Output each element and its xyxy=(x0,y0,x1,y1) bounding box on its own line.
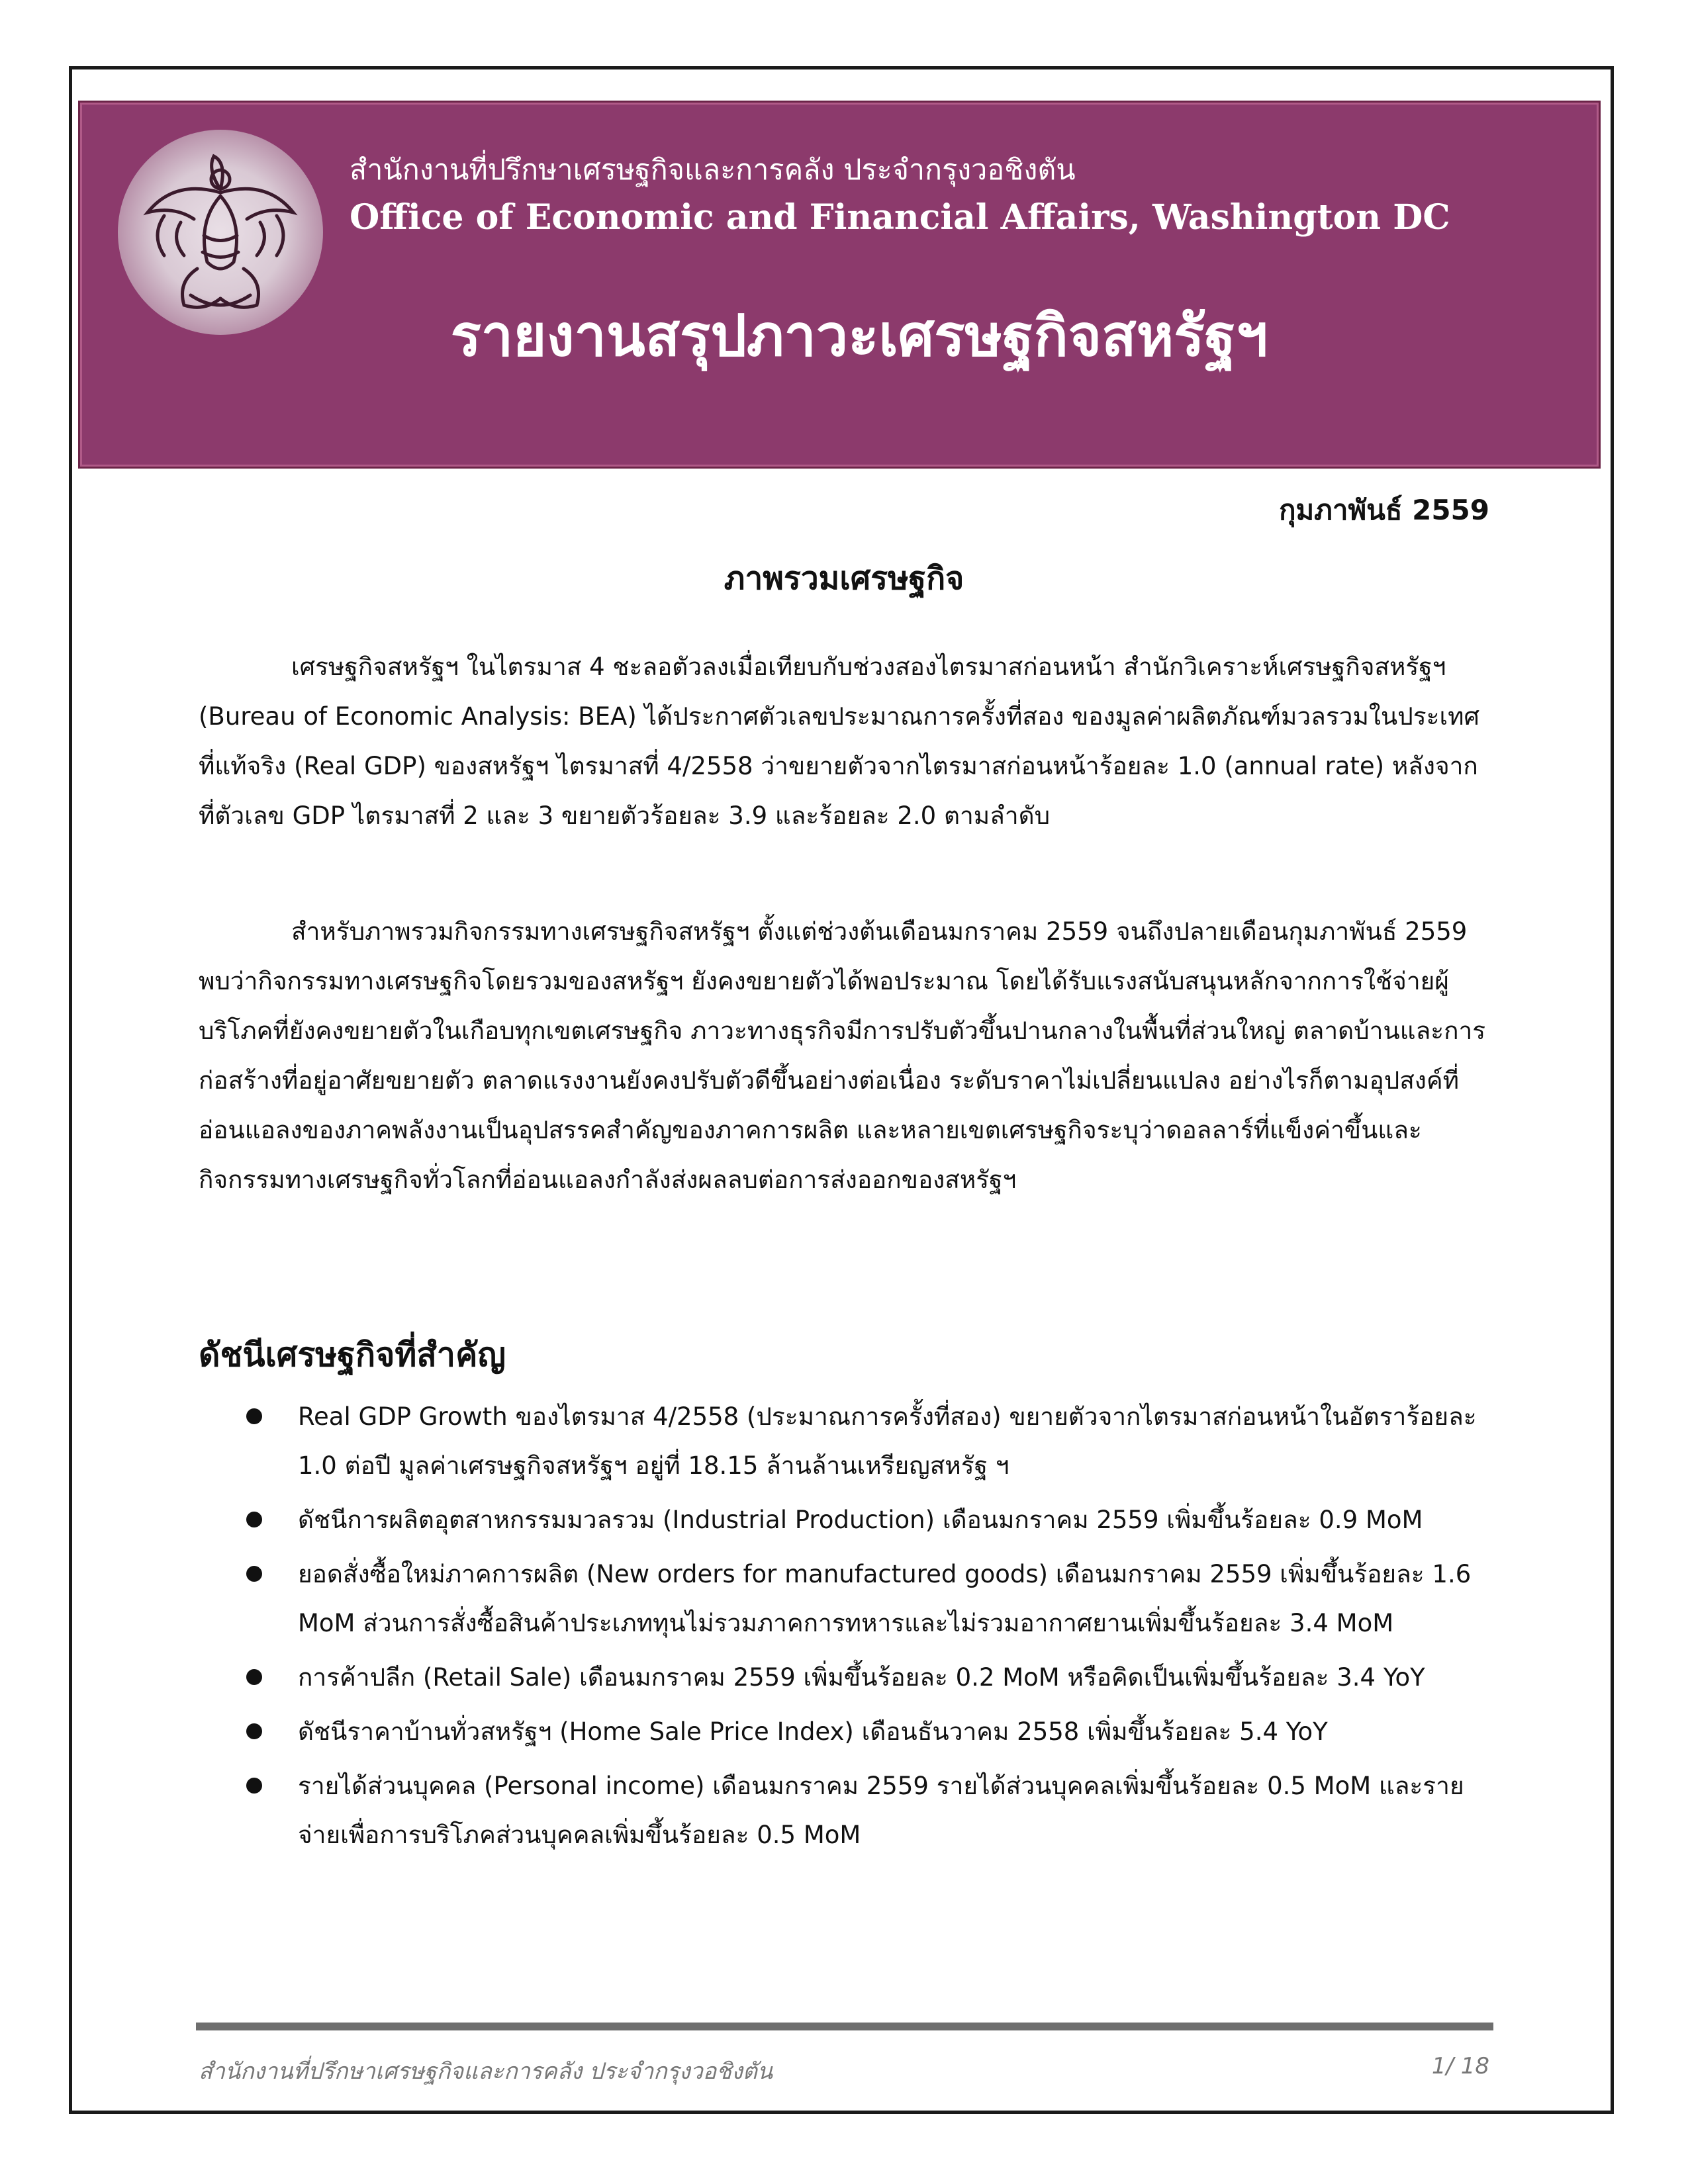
indicator-list xyxy=(199,1392,1489,1865)
list-item-text: รายได้ส่วนบุคคล (Personal income) เดือนมกราคม 2559 รายได้ส่วนบุคคลเพิ่มขึ้นร้อยละ 0.5 MoM และรายจ่ายเพื่อการบริโภคส่วนบุคคลเพิ่มขึ้นร้อยละ 0.5 MoM xyxy=(298,1772,1464,1849)
list-item xyxy=(199,1392,1489,1490)
overview-paragraph-1 xyxy=(199,642,1489,841)
page-number: 1/ 18 xyxy=(1431,2053,1489,2079)
list-item xyxy=(199,1707,1489,1756)
list-item-text: ดัชนีราคาบ้านทั่วสหรัฐฯ (Home Sale Price Index) เดือนธันวาคม 2558 เพิ่มขึ้นร้อยละ 5.4 YoY xyxy=(298,1717,1328,1746)
list-item xyxy=(199,1762,1489,1860)
bullet-icon xyxy=(246,1566,262,1582)
list-item xyxy=(199,1653,1489,1702)
footer-divider xyxy=(196,2023,1493,2030)
bullet-icon xyxy=(246,1669,262,1685)
report-date: กุมภาพันธ์ 2559 xyxy=(1279,494,1489,526)
paragraph-text: เศรษฐกิจสหรัฐฯ ในไตรมาส 4 ชะลอตัวลงเมื่อเทียบกับช่วงสองไตรมาสก่อนหน้า สำนักวิเคราะห์เศรษฐกิจสหรัฐฯ (Bureau of Economic Analysis: BEA) ได้ประกาศตัวเลขประมาณการครั้งที่สอง ของมูลค่าผลิตภัณฑ์มวลรวมในประเทศที่แท้จริง (Real GDP) ของสหรัฐฯ ไตรมาสที่ 4/2558 ว่าขยายตัวจากไตรมาสก่อนหน้าร้อยละ 1.0 (annual rate) หลังจากที่ตัวเลข GDP ไตรมาสที่ 2 และ 3 ขยายตัวร้อยละ 3.9 และร้อยละ 2.0 ตามลำดับ xyxy=(199,653,1479,830)
paragraph-text: สำหรับภาพรวมกิจกรรมทางเศรษฐกิจสหรัฐฯ ตั้งแต่ช่วงต้นเดือนมกราคม 2559 จนถึงปลายเดือนกุมภาพันธ์ 2559 พบว่ากิจกรรมทางเศรษฐกิจโดยรวมของสหรัฐฯ ยังคงขยายตัวได้พอประมาณ โดยได้รับแรงสนับสนุนหลักจากการใช้จ่ายผู้บริโภคที่ยังคงขยายตัวในเกือบทุกเขตเศรษฐกิจ ภาวะทางธุรกิจมีการปรับตัวขึ้นปานกลางในพื้นที่ส่วนใหญ่ ตลาดบ้านและการก่อสร้างที่อยู่อาศัยขยายตัว ตลาดแรงงานยังคงปรับตัวดีขึ้นอย่างต่อเนื่อง ระดับราคาไม่เปลี่ยนแปลง อย่างไรก็ตามอุปสงค์ที่อ่อนแอลงของภาคพลังงานเป็นอุปสรรคสำคัญของภาคการผลิต และหลายเขตเศรษฐกิจระบุว่าดอลลาร์ที่แข็งค่าขึ้นและกิจกรรมทางเศรษฐกิจทั่วโลกที่อ่อนแอลงกำลังส่งผลลบต่อการส่งออกของสหรัฐฯ xyxy=(199,917,1486,1194)
organization-name-thai: สำนักงานที่ปรึกษาเศรษฐกิจและการคลัง ประจำกรุงวอชิงตัน xyxy=(350,154,1076,187)
footer-organization: สำนักงานที่ปรึกษาเศรษฐกิจและการคลัง ประจำกรุงวอชิงตัน xyxy=(199,2058,773,2085)
overview-heading: ภาพรวมเศรษฐกิจ xyxy=(724,560,964,597)
list-item-text: ดัชนีการผลิตอุตสาหกรรมมวลรวม (Industrial Production) เดือนมกราคม 2559 เพิ่มขึ้นร้อยละ 0.9 MoM xyxy=(298,1506,1423,1534)
bullet-icon xyxy=(246,1778,262,1794)
overview-paragraph-2 xyxy=(199,907,1489,1205)
bullet-icon xyxy=(246,1723,262,1739)
list-item-text: ยอดสั่งซื้อใหม่ภาคการผลิต (New orders for manufactured goods) เดือนมกราคม 2559 เพิ่มขึ้นร้อยละ 1.6 MoM ส่วนการสั่งซื้อสินค้าประเภททุนไม่รวมภาคการทหารและไม่รวมอากาศยานเพิ่มขึ้นร้อยละ 3.4 MoM xyxy=(298,1560,1472,1637)
list-item-text: การค้าปลีก (Retail Sale) เดือนมกราคม 2559 เพิ่มขึ้นร้อยละ 0.2 MoM หรือคิดเป็นเพิ่มขึ้นร้อยละ 3.4 YoY xyxy=(298,1663,1425,1692)
organization-name-english: Office of Economic and Financial Affairs, Washington DC xyxy=(350,197,1450,238)
indicators-heading: ดัชนีเศรษฐกิจที่สำคัญ xyxy=(199,1336,506,1374)
bullet-icon xyxy=(246,1512,262,1527)
list-item xyxy=(199,1550,1489,1648)
bullet-icon xyxy=(246,1408,262,1424)
list-item-text: Real GDP Growth ของไตรมาส 4/2558 (ประมาณการครั้งที่สอง) ขยายตัวจากไตรมาสก่อนหน้าในอัตราร้อยละ 1.0 ต่อปี มูลค่าเศรษฐกิจสหรัฐฯ อยู่ที่ 18.15 ล้านล้านเหรียญสหรัฐ ฯ xyxy=(298,1402,1477,1480)
report-title: รายงานสรุปภาวะเศรษฐกิจสหรัฐฯ xyxy=(450,303,1268,369)
list-item xyxy=(199,1496,1489,1545)
